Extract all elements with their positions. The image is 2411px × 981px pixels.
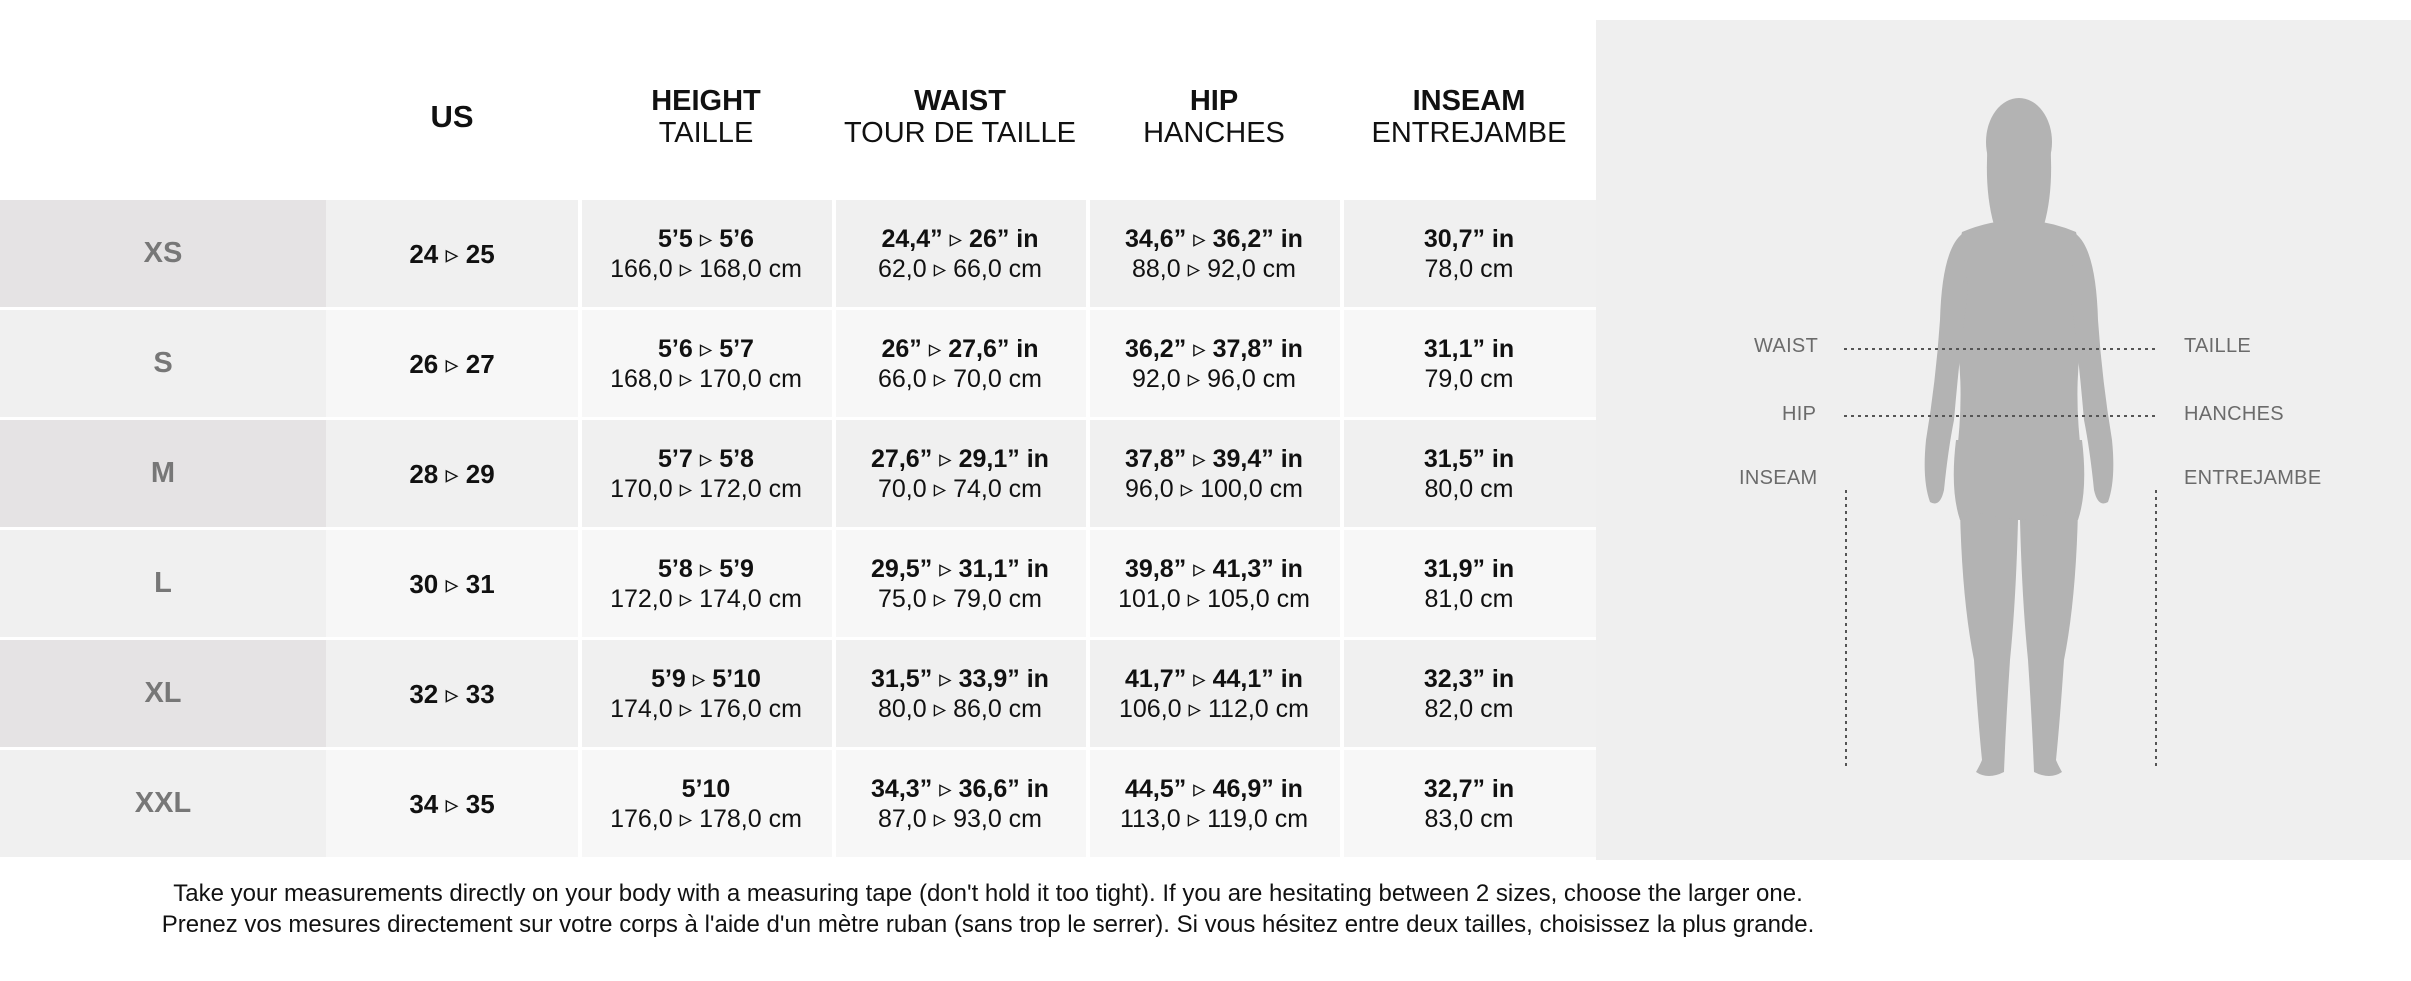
height-cell <box>580 200 832 307</box>
height-cell <box>580 530 832 637</box>
waist-primary: 26” ▹ 27,6” in <box>881 334 1039 363</box>
header-us-label: US <box>430 99 474 134</box>
header-hip-fr: HANCHES <box>1143 117 1285 149</box>
waist-cell <box>834 640 1086 747</box>
us-cell <box>326 420 578 527</box>
hip-metric: 96,0 ▹ 100,0 cm <box>1125 474 1303 503</box>
waist-primary: 34,3” ▹ 36,6” in <box>871 774 1049 803</box>
size-label: S <box>0 310 326 417</box>
body-figure-panel <box>1596 20 2411 860</box>
size-label: XXL <box>0 750 326 857</box>
us-primary: 26 ▹ 27 <box>409 348 495 379</box>
height-cell <box>580 420 832 527</box>
header-waist-en: WAIST <box>914 85 1006 117</box>
height-primary: 5’10 <box>681 774 731 803</box>
height-metric: 170,0 ▹ 172,0 cm <box>610 474 802 503</box>
footnote-en: Take your measurements directly on your body with a measuring tape (don't hold it too tight). If you are hesitating between 2 sizes, choose the larger one. <box>173 880 1803 907</box>
hip-label-fr: HANCHES <box>2184 403 2284 425</box>
inseam-cell <box>1342 200 1596 307</box>
us-primary: 28 ▹ 29 <box>409 458 495 489</box>
column-divider <box>832 200 836 860</box>
waist-primary: 31,5” ▹ 33,9” in <box>871 664 1049 693</box>
us-primary: 32 ▹ 33 <box>409 678 495 709</box>
header-inseam-en: INSEAM <box>1412 85 1526 117</box>
hip-primary: 36,2” ▹ 37,8” in <box>1125 334 1303 363</box>
footnote-fr: Prenez vos mesures directement sur votre corps à l'aide d'un mètre ruban (sans trop le serrer). Si vous hésitez entre deux tailles, choisissez la plus grande. <box>161 911 1815 938</box>
inseam-metric: 83,0 cm <box>1424 804 1514 833</box>
us-primary: 34 ▹ 35 <box>409 788 495 819</box>
hip-primary: 37,8” ▹ 39,4” in <box>1125 444 1303 473</box>
header-us <box>326 72 578 162</box>
header-waist <box>834 72 1086 162</box>
inseam-primary: 31,5” in <box>1423 444 1515 473</box>
header-waist-fr: TOUR DE TAILLE <box>843 117 1077 149</box>
height-cell <box>580 750 832 857</box>
hip-cell <box>1088 420 1340 527</box>
inseam-primary: 32,7” in <box>1423 774 1515 803</box>
size-label: M <box>0 420 326 527</box>
inseam-cell <box>1342 640 1596 747</box>
waist-metric: 87,0 ▹ 93,0 cm <box>877 804 1043 833</box>
waist-metric: 75,0 ▹ 79,0 cm <box>877 584 1043 613</box>
waist-primary: 29,5” ▹ 31,1” in <box>871 554 1049 583</box>
hip-metric: 113,0 ▹ 119,0 cm <box>1119 804 1309 833</box>
column-divider <box>1340 200 1344 860</box>
size-label: XS <box>0 200 326 307</box>
height-primary: 5’7 ▹ 5’8 <box>658 444 754 473</box>
hip-primary: 39,8” ▹ 41,3” in <box>1125 554 1303 583</box>
hip-metric: 106,0 ▹ 112,0 cm <box>1119 694 1309 723</box>
hip-cell <box>1088 530 1340 637</box>
us-cell <box>326 750 578 857</box>
inseam-cell <box>1342 530 1596 637</box>
inseam-metric: 80,0 cm <box>1424 474 1514 503</box>
waist-metric: 70,0 ▹ 74,0 cm <box>877 474 1043 503</box>
header-inseam-fr: ENTREJAMBE <box>1371 117 1567 149</box>
header-hip <box>1088 72 1340 162</box>
hip-primary: 41,7” ▹ 44,1” in <box>1125 664 1303 693</box>
waist-cell <box>834 420 1086 527</box>
header-height-fr: TAILLE <box>658 117 754 149</box>
header-height-en: HEIGHT <box>651 85 761 117</box>
inseam-label-fr: ENTREJAMBE <box>2184 467 2322 489</box>
inseam-cell <box>1342 310 1596 417</box>
hip-cell <box>1088 200 1340 307</box>
height-cell <box>580 310 832 417</box>
hip-cell <box>1088 640 1340 747</box>
hip-metric: 92,0 ▹ 96,0 cm <box>1131 364 1297 393</box>
height-metric: 174,0 ▹ 176,0 cm <box>610 694 802 723</box>
waist-primary: 27,6” ▹ 29,1” in <box>871 444 1049 473</box>
height-metric: 172,0 ▹ 174,0 cm <box>610 584 802 613</box>
waist-metric: 80,0 ▹ 86,0 cm <box>877 694 1043 723</box>
us-cell <box>326 200 578 307</box>
hip-metric: 88,0 ▹ 92,0 cm <box>1131 254 1297 283</box>
waist-cell <box>834 200 1086 307</box>
inseam-primary: 31,1” in <box>1423 334 1515 363</box>
inseam-cell <box>1342 750 1596 857</box>
waist-cell <box>834 750 1086 857</box>
height-cell <box>580 640 832 747</box>
inseam-primary: 31,9” in <box>1423 554 1515 583</box>
column-divider <box>1086 200 1090 860</box>
us-primary: 30 ▹ 31 <box>409 568 495 599</box>
hip-primary: 44,5” ▹ 46,9” in <box>1125 774 1303 803</box>
header-height <box>580 72 832 162</box>
height-primary: 5’5 ▹ 5’6 <box>658 224 754 253</box>
height-metric: 168,0 ▹ 170,0 cm <box>610 364 802 393</box>
inseam-metric: 78,0 cm <box>1424 254 1514 283</box>
hip-cell <box>1088 310 1340 417</box>
height-primary: 5’8 ▹ 5’9 <box>658 554 754 583</box>
inseam-primary: 30,7” in <box>1423 224 1515 253</box>
us-cell <box>326 640 578 747</box>
header-inseam <box>1342 72 1596 162</box>
waist-cell <box>834 530 1086 637</box>
inseam-metric: 81,0 cm <box>1424 584 1514 613</box>
waist-primary: 24,4” ▹ 26” in <box>881 224 1039 253</box>
hip-label-en: HIP <box>1782 403 1817 425</box>
waist-cell <box>834 310 1086 417</box>
hip-cell <box>1088 750 1340 857</box>
size-label: L <box>0 530 326 637</box>
inseam-label-en: INSEAM <box>1739 467 1818 489</box>
height-metric: 166,0 ▹ 168,0 cm <box>610 254 802 283</box>
waist-label-en: WAIST <box>1754 335 1819 357</box>
body-silhouette-icon <box>1596 20 2411 860</box>
inseam-cell <box>1342 420 1596 527</box>
size-label: XL <box>0 640 326 747</box>
height-metric: 176,0 ▹ 178,0 cm <box>610 804 802 833</box>
header-hip-en: HIP <box>1189 85 1239 117</box>
waist-metric: 62,0 ▹ 66,0 cm <box>877 254 1043 283</box>
column-divider <box>578 200 582 860</box>
us-primary: 24 ▹ 25 <box>409 238 495 269</box>
us-cell <box>326 530 578 637</box>
height-primary: 5’6 ▹ 5’7 <box>658 334 754 363</box>
inseam-metric: 82,0 cm <box>1424 694 1514 723</box>
hip-primary: 34,6” ▹ 36,2” in <box>1125 224 1303 253</box>
inseam-metric: 79,0 cm <box>1424 364 1514 393</box>
inseam-primary: 32,3” in <box>1423 664 1515 693</box>
us-cell <box>326 310 578 417</box>
waist-metric: 66,0 ▹ 70,0 cm <box>877 364 1043 393</box>
waist-label-fr: TAILLE <box>2184 335 2252 357</box>
hip-metric: 101,0 ▹ 105,0 cm <box>1118 584 1310 613</box>
height-primary: 5’9 ▹ 5’10 <box>651 664 761 693</box>
